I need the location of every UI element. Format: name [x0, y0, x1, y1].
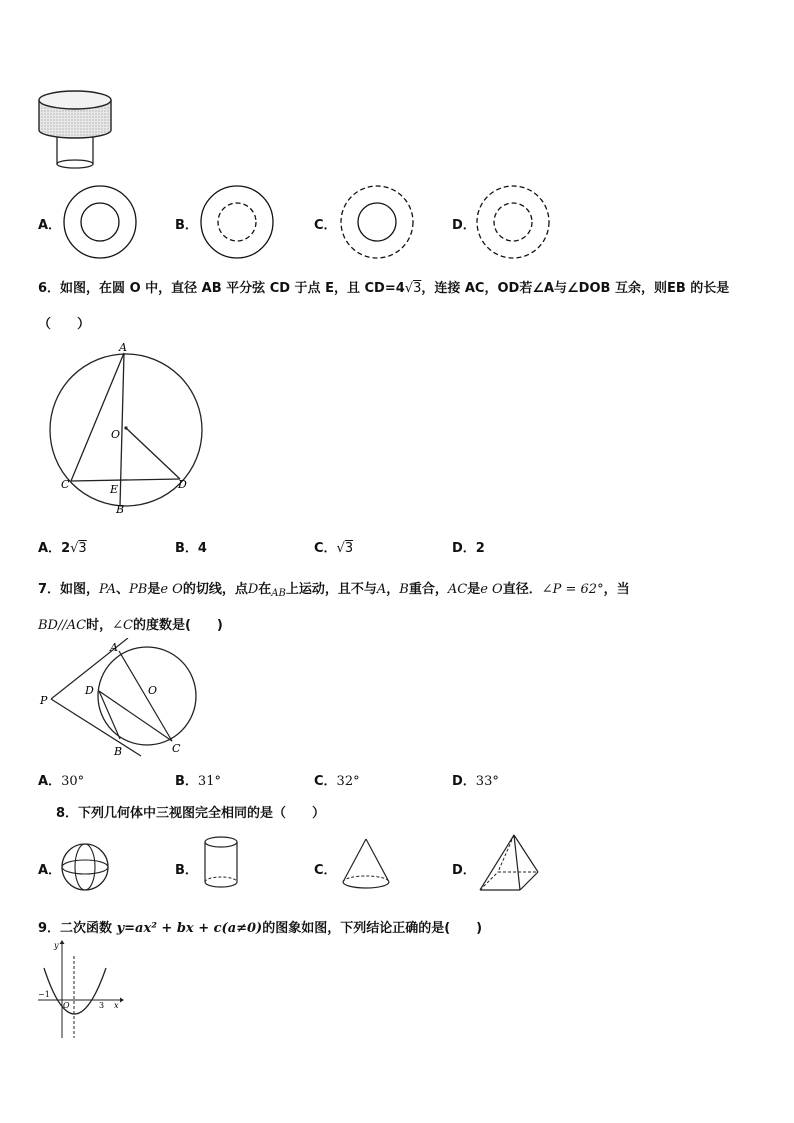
- q7-stem-c: 的切线，点: [182, 582, 248, 597]
- q6-option-b-pre: 4: [197, 541, 207, 556]
- q6-option-d-pre: 2: [475, 541, 485, 556]
- q8-pyramid-figure: [476, 832, 542, 894]
- q7-angle-c: ∠C: [112, 618, 133, 633]
- q9-label-y: y: [54, 941, 59, 950]
- q7-stem-g: 是: [467, 582, 481, 597]
- q7-label-p: P: [40, 694, 48, 707]
- q5-option-a-figure: [62, 184, 138, 260]
- q9-label-three: 3: [99, 1001, 105, 1010]
- q7-circle-o-2: e O: [480, 582, 503, 597]
- q7-option-b[interactable]: [175, 770, 221, 789]
- q7-circle-o-1: e O: [160, 582, 183, 597]
- q7-stem-e: 上运动，且不与: [285, 582, 377, 597]
- q7-when: 时，: [86, 618, 113, 633]
- q6-option-c-letter: C．: [314, 541, 337, 556]
- q7-stem-line2: [38, 614, 223, 633]
- q7-option-d-letter: D．: [452, 774, 476, 789]
- q7-option-a-letter: A．: [38, 774, 62, 789]
- q7-option-c-letter: C．: [314, 774, 337, 789]
- q9-stem-b: 的图象如图，下列结论正确的是( ): [262, 921, 483, 936]
- q6-option-b[interactable]: [175, 537, 207, 556]
- q7-a: A: [376, 582, 387, 597]
- q7-option-c[interactable]: [314, 770, 360, 789]
- q9-parabola-figure: [36, 938, 126, 1042]
- q7-pb: PB: [129, 582, 148, 597]
- q9-label-origin: O: [63, 1001, 70, 1010]
- q6-option-a[interactable]: [38, 537, 87, 556]
- q6-label-e: E: [110, 483, 119, 496]
- q8-option-c-label[interactable]: C．: [314, 863, 337, 878]
- q9-label-neg1: −1: [38, 990, 50, 999]
- q6-option-a-sqrt: √3: [70, 541, 87, 556]
- q6-label-o: O: [111, 428, 121, 441]
- q7-pa: PA: [99, 582, 116, 597]
- q7-b: B: [399, 582, 409, 597]
- q6-option-d-letter: D．: [452, 541, 476, 556]
- q7-label-d: D: [85, 684, 94, 697]
- q7-option-b-letter: B．: [175, 774, 198, 789]
- q7-stem-a: 7．如图，: [38, 582, 100, 597]
- q6-label-d: D: [178, 478, 187, 491]
- q8-option-b-label[interactable]: B．: [175, 863, 198, 878]
- q6-stem-cont: ，连接 AC，OD若∠A与∠DOB 互余，则EB 的长是: [421, 281, 730, 296]
- q7-option-a[interactable]: [38, 770, 84, 789]
- q5-option-d-label[interactable]: D．: [452, 218, 476, 233]
- q6-label-a: A: [119, 341, 127, 354]
- q8-cone-figure: [338, 836, 394, 892]
- q6-circle-figure: [40, 340, 220, 515]
- q7-option-a-value: 30°: [61, 774, 85, 789]
- q7-ac: AC: [447, 582, 468, 597]
- q8-cylinder-figure: [200, 834, 242, 892]
- q6-bracket: （ ）: [38, 317, 91, 332]
- q6-stem-sqrt: √3: [404, 281, 422, 296]
- q6-option-a-letter: A．: [38, 541, 62, 556]
- q7-tangent-figure: [38, 638, 208, 762]
- q6-option-b-letter: B．: [175, 541, 198, 556]
- q6-label-b: B: [116, 503, 125, 515]
- q7-option-d[interactable]: [452, 770, 499, 789]
- q6-stem: [38, 277, 729, 296]
- q7-angle-p: ∠P = 62°: [541, 582, 604, 597]
- q7-option-d-value: 33°: [475, 774, 499, 789]
- q9-stem-a: 9．二次函数: [38, 921, 117, 936]
- q7-bd-parallel-ac: BD//AC: [38, 618, 87, 633]
- q5-option-d-figure: [475, 184, 551, 260]
- q7-label-b: B: [114, 745, 123, 758]
- q8-stem: 8．下列几何体中三视图完全相同的是（ ）: [56, 806, 326, 821]
- q6-stem-text: 6．如图，在圆 O 中，直径 AB 平分弦 CD 于点 E，且 CD=4: [38, 281, 405, 296]
- q9-label-x: x: [114, 1001, 119, 1010]
- q5-option-b-label[interactable]: B．: [175, 218, 198, 233]
- q7-option-c-value: 32°: [336, 774, 360, 789]
- q7-arc-ab: AB: [271, 588, 286, 599]
- q5-option-b-figure: [199, 184, 275, 260]
- q7-stem-f: 重合，: [408, 582, 448, 597]
- q7-stem-end: 的度数是( ): [132, 618, 223, 633]
- q6-option-c[interactable]: [314, 537, 353, 556]
- q8-option-d-label[interactable]: D．: [452, 863, 476, 878]
- q7-stem-line1: [38, 578, 630, 597]
- q6-option-c-sqrt: √3: [336, 541, 354, 556]
- q9-stem: [38, 917, 482, 936]
- q7-stem-i: ，当: [603, 582, 630, 597]
- q7-sep: 、: [116, 582, 130, 597]
- q7-label-a: A: [110, 641, 118, 654]
- q5-option-c-figure: [339, 184, 415, 260]
- q8-sphere-figure: [60, 842, 110, 892]
- q7-stem-h: 直径．: [502, 582, 542, 597]
- q7-label-c: C: [172, 742, 181, 755]
- q5-option-a-label[interactable]: A．: [38, 218, 62, 233]
- q9-formula: y=ax² + bx + c(a≠0): [116, 921, 263, 936]
- q7-stem-d: 在: [258, 582, 272, 597]
- q6-option-d[interactable]: [452, 537, 485, 556]
- q7-label-o: O: [148, 684, 158, 697]
- q7-d: D: [247, 582, 259, 597]
- q5-option-c-label[interactable]: C．: [314, 218, 337, 233]
- q7-option-b-value: 31°: [197, 774, 221, 789]
- q7-stem-b: 是: [147, 582, 161, 597]
- q5-solid-figure: [35, 86, 115, 170]
- q6-option-a-pre: 2: [61, 541, 71, 556]
- q8-option-a-label[interactable]: A．: [38, 863, 62, 878]
- q6-label-c: C: [61, 478, 70, 491]
- q7-comma: ，: [386, 582, 400, 597]
